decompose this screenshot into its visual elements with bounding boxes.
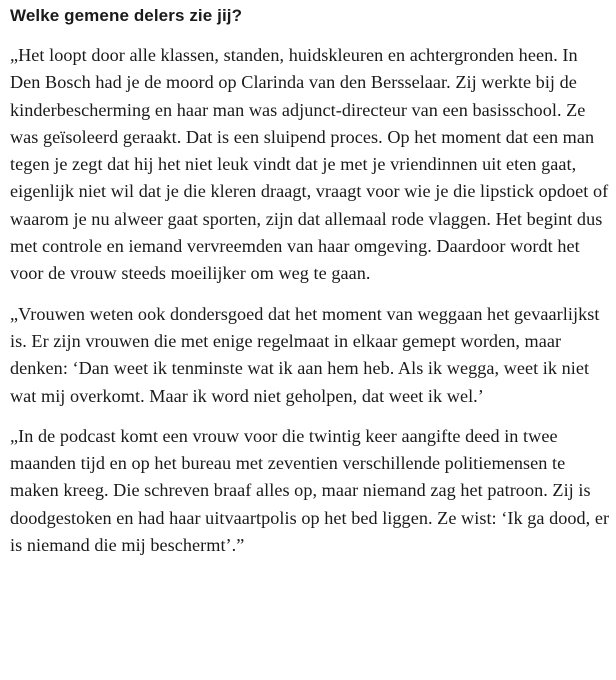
paragraph-2: „Vrouwen weten ook dondersgoed dat het moment van weggaan het gevaarlijkst is. Er zijn vrouwen die met enige regelmaat in elkaar gemept worden, maar denken: ‘Dan weet ik tenminste wat ik aan hem heb. Als ik wegga, weet ik niet wat mij overkomt. Maar ik word niet geholpen, dat weet ik wel.’	[10, 303, 600, 406]
section-heading: Welke gemene delers zie jij?	[10, 6, 243, 25]
article-body	[10, 0, 610, 559]
paragraph-1: „Het loopt door alle klassen, standen, huidskleuren en achtergronden heen. In Den Bosch had je de moord op Clarinda van den Bersselaar. Zij werkte bij de kinderbescherming en haar man was adjunct-directeur van een basisschool. Ze was geïsoleerd geraakt. Dat is een sluipend proces. Op het moment dat een man tegen je zegt dat hij het niet leuk vindt dat je met je vriendinnen uit eten gaat, eigenlijk niet wil dat je die kleren draagt, vraagt voor wie je die lipstick opdoet of waarom je nu alweer gaat sporten, zijn dat allemaal rode vlaggen. Het begint dus met controle en iemand vervreemden van haar omgeving. Daardoor wordt het voor de vrouw steeds moeilijker om weg te gaan.	[10, 45, 609, 284]
paragraph-3: „In de podcast komt een vrouw voor die twintig keer aangifte deed in twee maanden tijd en op het bureau met zeventien verschillende politiemensen te maken kreeg. Die schreven braaf alles op, maar niemand zag het patroon. Zij is doodgestoken en had haar uitvaartpolis op het bed liggen. Ze wist: ‘Ik ga dood, er is niemand die mij beschermt’.”	[10, 425, 610, 556]
